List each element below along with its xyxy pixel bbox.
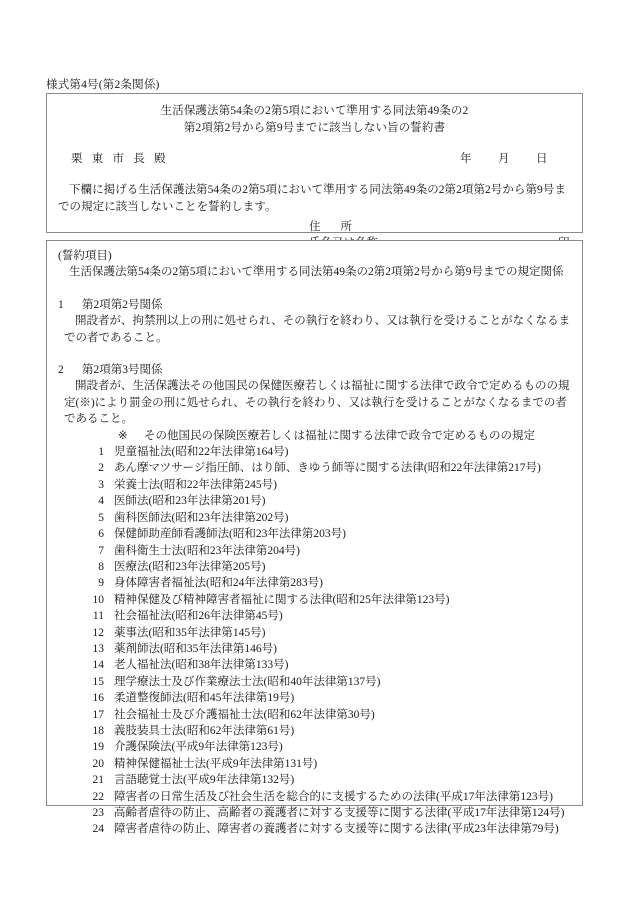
- law-number: 8: [98, 560, 104, 573]
- note-heading-row: [58, 428, 572, 444]
- law-number: 11: [92, 610, 104, 623]
- law-number: 10: [92, 593, 104, 606]
- list-item: [58, 543, 572, 559]
- pledge-items-heading: (誓約項目): [58, 250, 112, 262]
- list-item: [58, 805, 572, 821]
- law-title: 医師法(昭和23年法律第201号): [114, 495, 266, 508]
- title-line-2: 第2項第2号から第9号までに該当しない旨の誓約書: [183, 122, 446, 134]
- law-number: 19: [92, 741, 104, 754]
- clause-1-text: 開設者が、拘禁刑以上の刑に処せられ、その執行を終わり、又は執行を受けることがなくなるまでの者であること。: [64, 315, 571, 344]
- list-item: [58, 690, 572, 706]
- law-title: あん摩マツサージ指圧師、はり師、きゆう師等に関する法律(昭和22年法律第217号): [114, 462, 541, 475]
- list-item: [58, 608, 572, 624]
- list-item: [58, 674, 572, 690]
- clause-2-text: 開設者が、生活保護法その他国民の保健医療若しくは福祉に関する法律で政令で定めるものの規定(※)により罰金の刑に処せられ、その執行を終わり、又は執行を受けることがなくなるまでの者であること。: [64, 380, 570, 426]
- law-title: 栄養士法(昭和22年法律第245号): [114, 478, 277, 491]
- law-number: 7: [98, 544, 104, 557]
- list-item: [58, 772, 572, 788]
- law-title: 薬事法(昭和35年法律第145号): [114, 626, 266, 639]
- law-title: 歯科衛生士法(昭和23年法律第204号): [114, 544, 300, 557]
- law-number: 18: [92, 724, 104, 737]
- law-number: 14: [92, 659, 104, 672]
- date-year-label: 年: [460, 153, 472, 165]
- pledge-paragraph: 下欄に掲げる生活保護法第54条の2第5項において準用する同法第49条の2第2項第2号から第9号までの規定に該当しないことを誓約します。: [58, 184, 566, 213]
- addressee-label: 栗 東 市 長 殿: [71, 153, 169, 165]
- law-title: 保健師助産師看護師法(昭和23年法律第203号): [114, 528, 346, 541]
- list-item: [58, 592, 572, 608]
- pledge-items-subheading: 生活保護法第54条の2第5項において準用する同法第49条の2第2項第2号から第9号までの規定関係: [69, 266, 564, 279]
- addressee-date-row: [47, 150, 582, 168]
- clause-1: [58, 297, 572, 346]
- law-title: 精神保健及び精神障害者福祉に関する法律(昭和25年法律第123号): [114, 593, 450, 606]
- list-item: [58, 756, 572, 772]
- list-item: [58, 723, 572, 739]
- list-item: [58, 493, 572, 509]
- clause-2-title: [58, 362, 572, 378]
- list-item: [58, 510, 572, 526]
- law-number: 23: [92, 807, 104, 819]
- address-label: 住所: [309, 221, 372, 233]
- note-heading-text: その他国民の保険医療若しくは福祉に関する法律で政令で定めるものの規定: [144, 429, 535, 442]
- law-list: [58, 444, 572, 838]
- law-title: 社会福祉法(昭和26年法律第45号): [114, 610, 283, 623]
- law-title: 義肢装具士法(昭和62年法律第61号): [114, 724, 295, 737]
- clause-1-heading: 第2項第2号関係: [82, 298, 163, 311]
- clause-2: [58, 362, 572, 428]
- clause-1-title: [58, 297, 572, 313]
- list-item: [58, 789, 572, 805]
- law-title: 高齢者虐待の防止、高齢者の養護者に対する支援等に関する法律(平成17年法律第124号): [114, 807, 565, 819]
- law-title: 柔道整復師法(昭和45年法律第19号): [114, 692, 295, 705]
- list-item: [58, 821, 572, 837]
- list-item: [58, 707, 572, 723]
- spacer-2: [58, 346, 572, 362]
- document-title: [47, 94, 582, 137]
- list-item: [58, 460, 572, 476]
- law-number: 20: [92, 757, 104, 770]
- law-title: 児童福祉法(昭和22年法律第164号): [114, 446, 289, 459]
- list-item: [58, 657, 572, 673]
- spacer-1: [58, 281, 572, 297]
- clause-2-number: 2: [58, 364, 64, 377]
- law-title: 障害者の日常生活及び社会生活を総合的に支援するための法律(平成17年法律第123号): [114, 790, 553, 803]
- law-number: 2: [98, 462, 104, 475]
- law-title: 社会福祉士及び介護福祉士法(昭和62年法律第30号): [114, 708, 375, 721]
- law-title: 医療法(昭和23年法律第205号): [114, 560, 266, 573]
- reference-mark-icon: ※: [118, 429, 128, 442]
- law-number: 5: [98, 511, 104, 524]
- list-item: [58, 477, 572, 493]
- body-box: [46, 240, 583, 836]
- date-day-label: 日: [536, 153, 548, 165]
- law-title: 精神保健福祉士法(平成9年法律第131号): [114, 757, 318, 770]
- law-number: 16: [92, 692, 104, 705]
- law-number: 15: [92, 675, 104, 688]
- law-title: 言語聴覚士法(平成9年法律第132号): [114, 774, 295, 787]
- law-number: 12: [92, 626, 104, 639]
- law-title: 身体障害者福祉法(昭和24年法律第283号): [114, 577, 323, 590]
- law-number: 24: [92, 823, 104, 836]
- clause-1-number: 1: [58, 298, 64, 311]
- header-box: [46, 93, 583, 233]
- address-row: [47, 219, 582, 235]
- body-content: [47, 241, 582, 838]
- law-number: 4: [98, 495, 104, 508]
- law-number: 21: [92, 774, 104, 787]
- list-item: [58, 641, 572, 657]
- title-line-1: 生活保護法第54条の2第5項において準用する同法第49条の2: [160, 105, 469, 117]
- list-item: [58, 444, 572, 460]
- list-item: [58, 625, 572, 641]
- date-month-label: 月: [498, 153, 510, 165]
- law-title: 薬剤師法(昭和35年法律第146号): [114, 642, 277, 655]
- law-number: 9: [98, 577, 104, 590]
- law-number: 3: [98, 478, 104, 491]
- law-title: 理学療法士及び作業療法士法(昭和40年法律第137号): [114, 675, 381, 688]
- list-item: [58, 739, 572, 755]
- law-title: 障害者虐待の防止、障害者の養護者に対する支援等に関する法律(平成23年法律第79号): [114, 823, 559, 836]
- law-number: 17: [92, 708, 104, 721]
- law-number: 6: [98, 528, 104, 541]
- law-title: 介護保険法(平成9年法律第123号): [114, 741, 283, 754]
- law-number: 1: [98, 446, 104, 459]
- clause-2-heading: 第2項第3号関係: [82, 364, 163, 377]
- law-title: 歯科医師法(昭和23年法律第202号): [114, 511, 289, 524]
- date-line: [460, 150, 548, 166]
- law-number: 13: [92, 642, 104, 655]
- form-number-label: 様式第4号(第2条関係): [46, 79, 160, 91]
- list-item: [58, 526, 572, 542]
- law-title: 老人福祉法(昭和38年法律第133号): [114, 659, 289, 672]
- list-item: [58, 575, 572, 591]
- law-number: 22: [92, 790, 104, 803]
- list-item: [58, 559, 572, 575]
